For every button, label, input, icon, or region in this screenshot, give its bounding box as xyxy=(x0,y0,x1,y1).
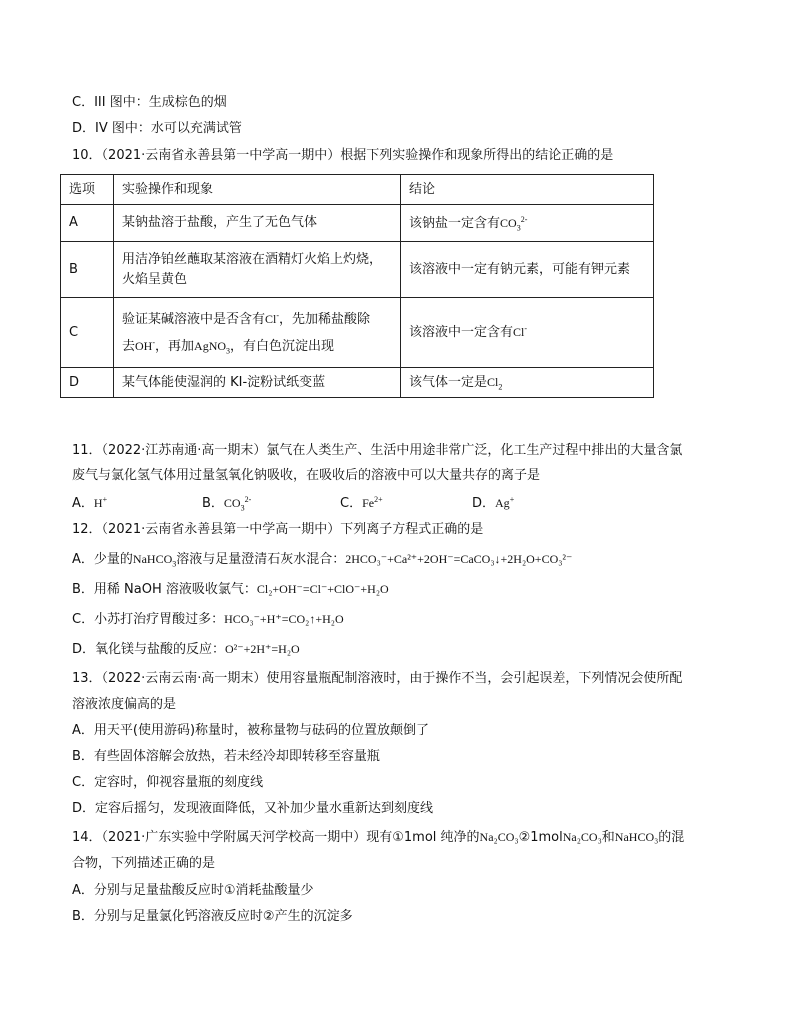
table-header-row xyxy=(61,175,654,205)
q12-option-b: B．用稀 NaOH 溶液吸收氯气：Cl₂+OH⁻=Cl⁻+ClO⁻+H₂O xyxy=(72,582,389,597)
q14-option-b: B．分别与足量氯化钙溶液反应时②产生的沉淀多 xyxy=(72,909,353,924)
chem-formula: $CO_3^{2-}$ xyxy=(500,214,528,232)
q13-option-c: C．定容时，仰视容量瓶的刻度线 xyxy=(72,775,264,790)
q9-option-c: C．III 图中：生成棕色的烟 xyxy=(72,95,227,110)
q13-option-a: A．用天平(使用游码)称量时，被称量物与砝码的位置放颠倒了 xyxy=(72,723,430,738)
q11-option-c: C．$Fe^{2+}$ xyxy=(340,495,383,511)
table-row xyxy=(61,368,654,398)
q13-option-b: B．有些固体溶解会放热，若未经冷却即转移至容量瓶 xyxy=(72,749,380,764)
q14-stem-line2: 合物，下列描述正确的是 xyxy=(72,856,216,871)
q11-option-a: A．H+ xyxy=(72,495,108,511)
equation: O²⁻+2H⁺=H₂O xyxy=(225,642,300,656)
q10-stem: 10．（2021·云南省永善县第一中学高一期中）根据下列实验操作和现象所得出的结论正确的是 xyxy=(72,148,614,163)
table-row xyxy=(61,298,654,368)
q12-option-c: C．小苏打治疗胃酸过多：HCO₃⁻+H⁺=CO₂↑+H₂O xyxy=(72,612,344,627)
row-conclusion: 该气体一定是$Cl_2$ xyxy=(401,368,654,398)
q14-option-a: A．分别与足量盐酸反应时①消耗盐酸量少 xyxy=(72,883,314,898)
header-operation: 实验操作和现象 xyxy=(114,175,401,205)
q12-option-d: D．氧化镁与盐酸的反应：O²⁻+2H⁺=H₂O xyxy=(72,642,300,657)
equation: HCO₃⁻+H⁺=CO₂↑+H₂O xyxy=(224,612,344,626)
q10-table xyxy=(60,174,654,398)
row-operation: 用洁净铂丝蘸取某溶液在酒精灯火焰上灼烧， 火焰呈黄色 xyxy=(114,242,401,298)
q14-stem-line1: 14．（2021·广东实验中学附属天河学校高一期中）现有①1mol 纯净的Na₂CO₃②1molNa₂CO₃和NaHCO₃的混 xyxy=(72,830,685,845)
q12-stem: 12．（2021·云南省永善县第一中学高一期中）下列离子方程式正确的是 xyxy=(72,522,484,537)
q9-option-d: D．IV 图中：水可以充满试管 xyxy=(72,121,242,136)
conclusion-text: 该钠盐一定含有 xyxy=(409,215,501,231)
row-conclusion xyxy=(401,205,654,242)
header-option: 选项 xyxy=(61,175,114,205)
equation: Cl₂+OH⁻=Cl⁻+ClO⁻+H₂O xyxy=(256,582,389,596)
row-operation: 验证某碱溶液中是否含有Cl-，先加稀盐酸除 去OH-，再加AgNO$_3$，有白色沉淀出现 xyxy=(114,298,401,368)
row-option: A xyxy=(61,205,114,242)
row-conclusion: 该溶液中一定含有Cl- xyxy=(401,298,654,368)
table-row xyxy=(61,205,654,242)
row-operation: 某气体能使湿润的 KI-淀粉试纸变蓝 xyxy=(114,368,401,398)
q13-option-d: D．定容后摇匀，发现液面降低，又补加少量水重新达到刻度线 xyxy=(72,801,434,816)
chem-formula: AgNO$_3$ xyxy=(194,338,231,355)
row-operation: 某钠盐溶于盐酸，产生了无色气体 xyxy=(114,205,401,242)
q11-option-d: D．Ag+ xyxy=(472,495,515,511)
table-row xyxy=(61,242,654,298)
q13-stem-line2: 溶液浓度偏高的是 xyxy=(72,697,177,712)
row-option: D xyxy=(61,368,114,398)
header-conclusion: 结论 xyxy=(401,175,654,205)
q11-stem-line1: 11．（2022·江苏南通·高一期末）氯气在人类生产、生活中用途非常广泛，化工生产过程中排出的大量含氯 xyxy=(72,443,683,458)
chem-formula: Cl- xyxy=(265,310,280,326)
chem-formula: OH- xyxy=(135,337,156,353)
q11-options xyxy=(72,494,732,512)
chem-formula: Cl- xyxy=(513,324,528,339)
row-option: C xyxy=(61,298,114,368)
row-conclusion: 该溶液中一定有钠元素，可能有钾元素 xyxy=(401,242,654,298)
equation: 2HCO₃⁻+Ca²⁺+2OH⁻=CaCO₃↓+2H₂O+CO₃²⁻ xyxy=(345,552,573,566)
q12-option-a: A．少量的NaHCO$_3$溶液与足量澄清石灰水混合：2HCO₃⁻+Ca²⁺+2OH⁻=CaCO₃↓+2H₂O+CO₃²⁻ xyxy=(72,552,573,569)
chem-formula: $Cl_2$ xyxy=(487,375,503,392)
row-option: B xyxy=(61,242,114,298)
q13-stem-line1: 13．（2022·云南云南·高一期末）使用容量瓶配制溶液时，由于操作不当，会引起误差，下列情况会使所配 xyxy=(72,671,683,686)
q11-option-b: B．$CO_3^{2-}$ xyxy=(202,495,252,513)
q11-stem-line2: 废气与氯化氢气体用过量氢氧化钠吸收，在吸收后的溶液中可以大量共存的离子是 xyxy=(72,468,541,483)
